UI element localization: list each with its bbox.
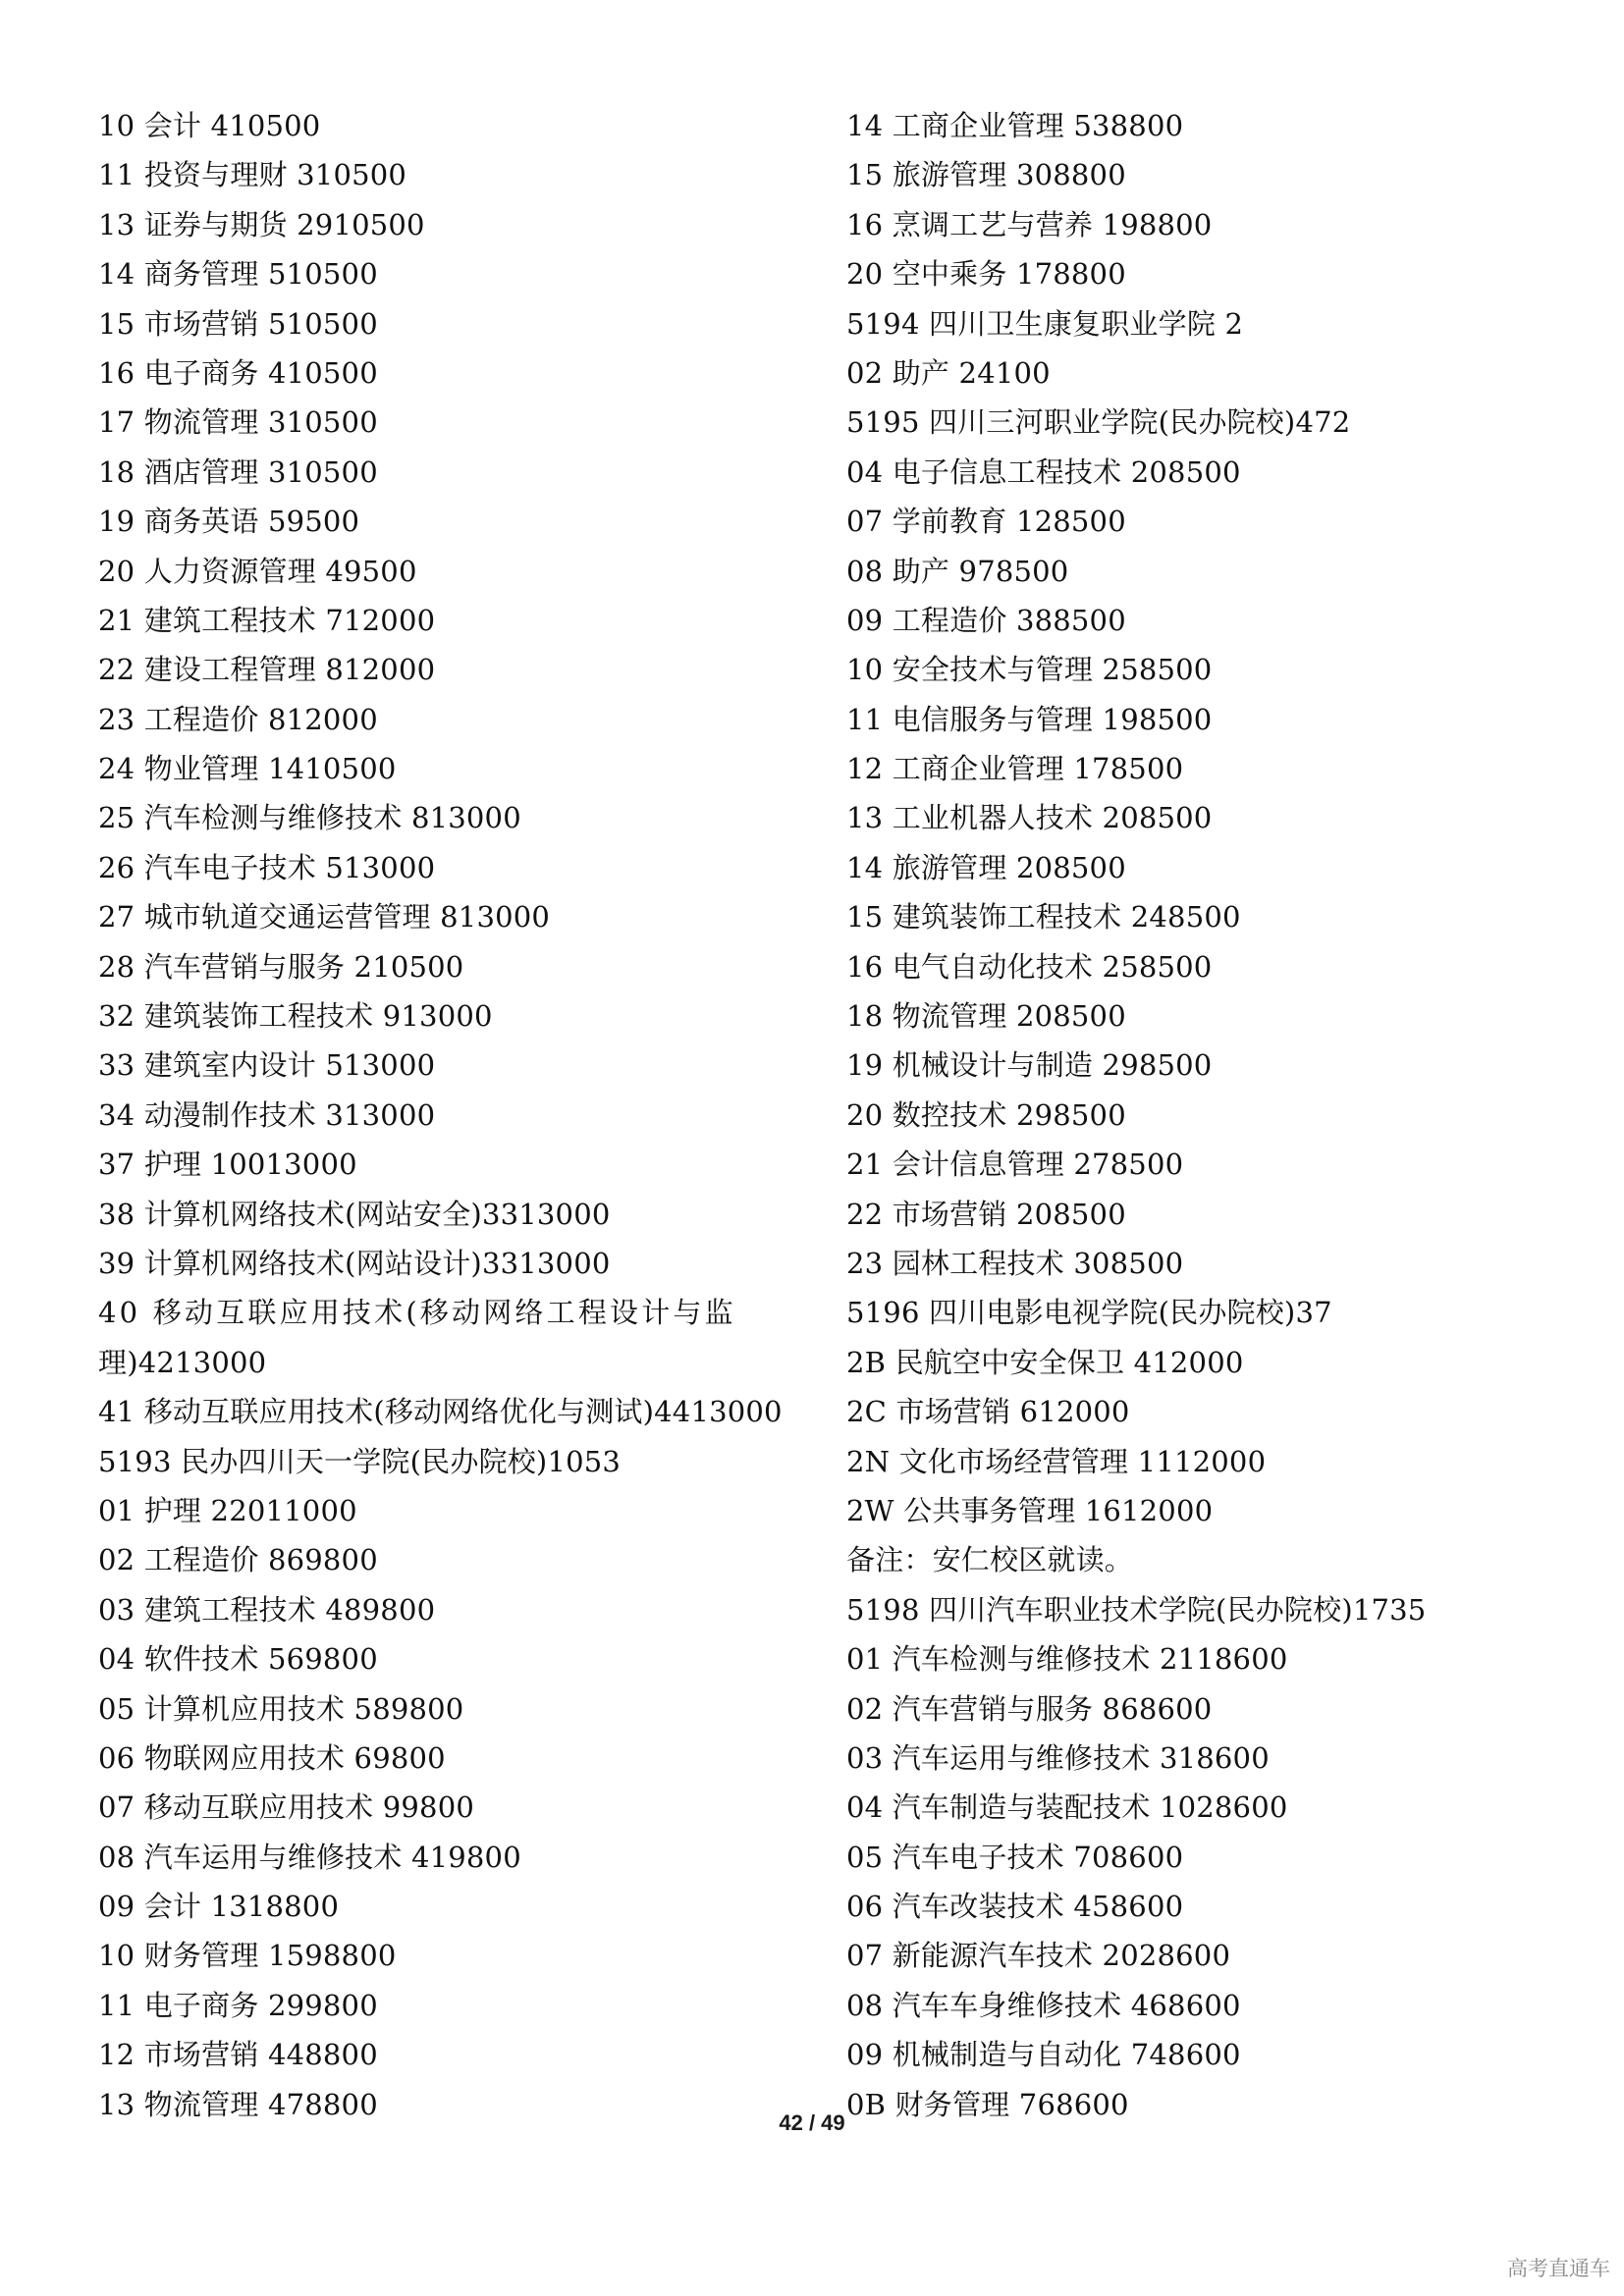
list-item: 18 物流管理 208500 (846, 999, 1126, 1034)
list-item: 21 建筑工程技术 712000 (98, 603, 436, 637)
right-column (846, 101, 1553, 2129)
list-item: 07 移动互联应用技术 99800 (98, 1790, 474, 1825)
list-item: 27 城市轨道交通运营管理 813000 (98, 900, 551, 934)
list-item: 14 旅游管理 208500 (846, 850, 1126, 884)
list-item: 02 助产 24100 (846, 355, 1051, 390)
list-item: 03 汽车运用与维修技术 318600 (846, 1740, 1270, 1775)
list-item: 20 人力资源管理 49500 (98, 554, 417, 588)
list-item: 备注：安仁校区就读。 (846, 1543, 1134, 1577)
list-item: 20 空中乘务 178800 (846, 257, 1126, 292)
list-item: 37 护理 10013000 (98, 1148, 357, 1182)
list-item: 2B 民航空中安全保卫 412000 (846, 1345, 1244, 1379)
list-item: 07 学前教育 128500 (846, 505, 1126, 539)
list-item: 05 汽车电子技术 708600 (846, 1840, 1184, 1874)
list-item: 08 汽车车身维修技术 468600 (846, 1988, 1241, 2022)
list-item: 24 物业管理 1410500 (98, 752, 397, 786)
list-item: 02 工程造价 869800 (98, 1543, 378, 1577)
list-item: 11 电子商务 299800 (98, 1988, 378, 2022)
left-column (98, 101, 805, 2129)
list-item: 17 物流管理 310500 (98, 405, 378, 440)
list-item: 10 会计 410500 (98, 109, 321, 142)
list-item: 09 会计 1318800 (98, 1890, 340, 1924)
list-item: 08 汽车运用与维修技术 419800 (98, 1840, 521, 1874)
list-item: 04 电子信息工程技术 208500 (846, 454, 1241, 489)
list-item: 01 护理 22011000 (98, 1493, 357, 1527)
list-item: 22 市场营销 208500 (846, 1197, 1126, 1231)
list-item: 06 汽车改装技术 458600 (846, 1890, 1184, 1924)
list-item: 10 财务管理 1598800 (98, 1939, 397, 1973)
list-item: 40 移动互联应用技术(移动网络工程设计与监 (98, 1296, 736, 1330)
list-item: 19 商务英语 59500 (98, 505, 360, 539)
list-item: 16 烹调工艺与营养 198800 (846, 207, 1213, 241)
list-item: 0B 财务管理 768600 (846, 2087, 1129, 2121)
list-item: 25 汽车检测与维修技术 813000 (98, 801, 521, 835)
list-item: 23 工程造价 812000 (98, 702, 378, 736)
list-item: 14 商务管理 510500 (98, 257, 378, 292)
list-item: 14 工商企业管理 538800 (846, 109, 1184, 142)
list-item: 38 计算机网络技术(网站安全)3313000 (98, 1197, 611, 1231)
list-item: 11 投资与理财 310500 (98, 158, 407, 192)
list-item: 05 计算机应用技术 589800 (98, 1691, 464, 1726)
list-item: 19 机械设计与制造 298500 (846, 1048, 1213, 1083)
list-item: 08 助产 978500 (846, 554, 1069, 588)
list-item: 23 园林工程技术 308500 (846, 1246, 1184, 1280)
page-number: 42 / 49 (779, 2110, 845, 2135)
list-item: 39 计算机网络技术(网站设计)3313000 (98, 1246, 611, 1280)
list-item: 11 电信服务与管理 198500 (846, 702, 1213, 736)
list-item: 06 物联网应用技术 69800 (98, 1740, 446, 1775)
list-item: 15 旅游管理 308800 (846, 158, 1126, 192)
list-item: 13 工业机器人技术 208500 (846, 801, 1213, 835)
list-item: 16 电气自动化技术 258500 (846, 949, 1213, 984)
list-item: 09 机械制造与自动化 748600 (846, 2038, 1241, 2072)
list-item: 15 市场营销 510500 (98, 306, 378, 341)
list-item: 2W 公共事务管理 1612000 (846, 1493, 1214, 1527)
list-item: 21 会计信息管理 278500 (846, 1148, 1184, 1182)
list-item: 04 软件技术 569800 (98, 1642, 378, 1677)
list-item: 5198 四川汽车职业技术学院(民办院校)1735 (846, 1592, 1427, 1627)
list-item: 5195 四川三河职业学院(民办院校)472 (846, 405, 1351, 440)
list-item: 18 酒店管理 310500 (98, 454, 378, 489)
list-item: 16 电子商务 410500 (98, 355, 378, 390)
list-item: 12 工商企业管理 178500 (846, 752, 1184, 786)
list-item: 13 物流管理 478800 (98, 2087, 378, 2121)
list-item: 22 建设工程管理 812000 (98, 653, 436, 687)
watermark: 高考直通车 (1507, 2257, 1610, 2280)
list-item: 13 证券与期货 2910500 (98, 207, 425, 241)
list-item: 5194 四川卫生康复职业学院 2 (846, 306, 1244, 341)
list-item: 26 汽车电子技术 513000 (98, 850, 436, 884)
list-item: 2C 市场营销 612000 (846, 1395, 1130, 1429)
list-item: 09 工程造价 388500 (846, 603, 1126, 637)
list-item: 12 市场营销 448800 (98, 2038, 378, 2072)
list-item: 20 数控技术 298500 (846, 1097, 1126, 1132)
list-item: 2N 文化市场经营管理 1112000 (846, 1444, 1267, 1478)
list-item: 07 新能源汽车技术 2028600 (846, 1939, 1231, 1973)
list-item: 5196 四川电影电视学院(民办院校)37 (846, 1296, 1332, 1330)
list-item: 10 安全技术与管理 258500 (846, 653, 1213, 687)
list-item: 04 汽车制造与装配技术 1028600 (846, 1790, 1288, 1825)
list-item: 02 汽车营销与服务 868600 (846, 1691, 1213, 1726)
list-item: 理)4213000 (98, 1345, 267, 1379)
list-item: 33 建筑室内设计 513000 (98, 1048, 436, 1083)
list-item: 28 汽车营销与服务 210500 (98, 949, 464, 984)
list-item: 03 建筑工程技术 489800 (98, 1592, 436, 1627)
list-item: 15 建筑装饰工程技术 248500 (846, 900, 1241, 934)
list-item: 41 移动互联应用技术(移动网络优化与测试)4413000 (98, 1395, 783, 1429)
list-item: 01 汽车检测与维修技术 2118600 (846, 1642, 1288, 1677)
list-item: 32 建筑装饰工程技术 913000 (98, 999, 493, 1034)
list-item: 5193 民办四川天一学院(民办院校)1053 (98, 1444, 622, 1478)
list-item: 34 动漫制作技术 313000 (98, 1097, 436, 1132)
